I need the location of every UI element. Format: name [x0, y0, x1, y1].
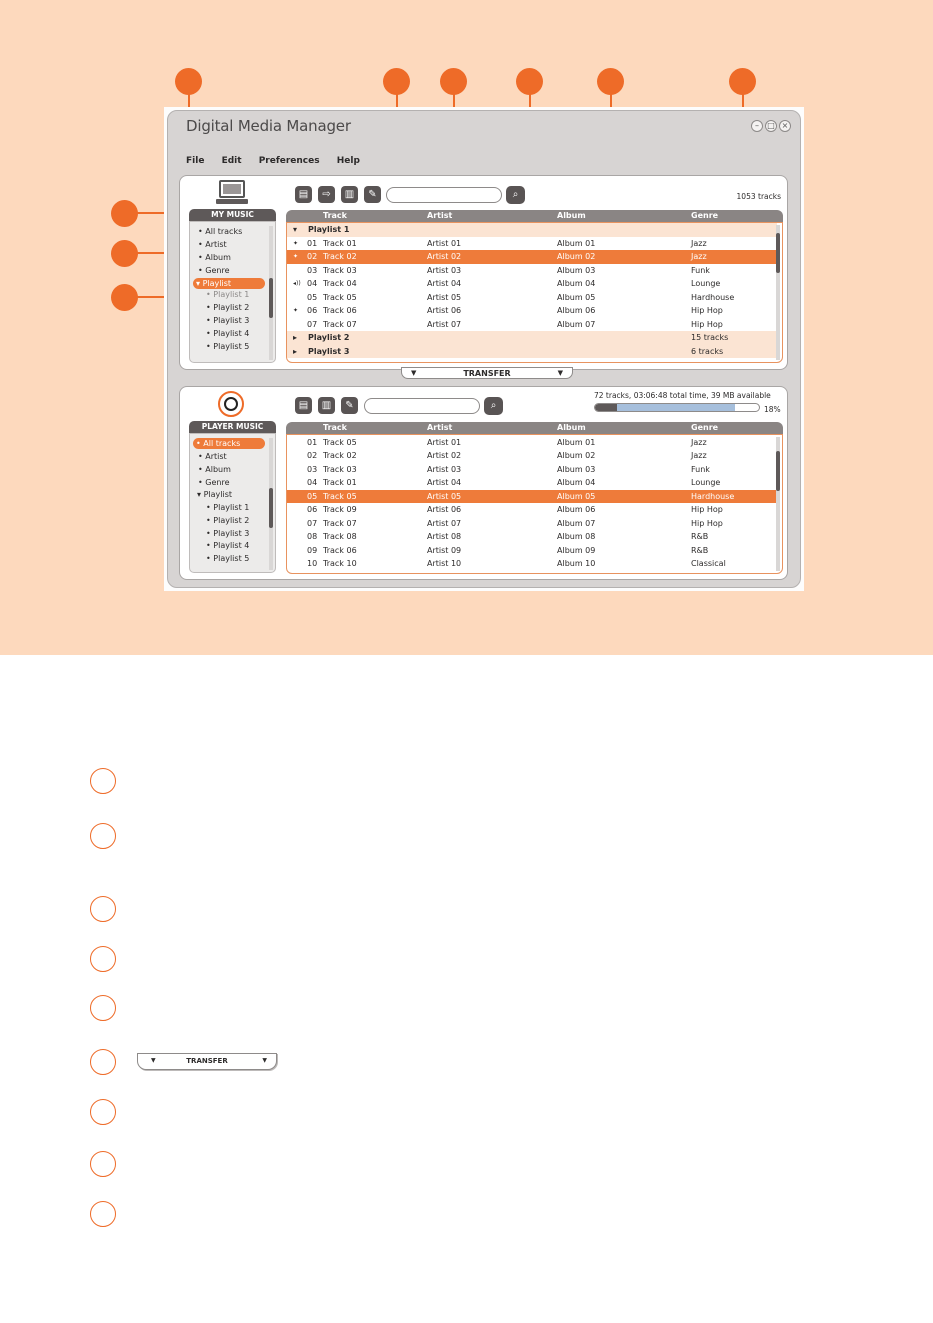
cell-genre: Hip Hop: [691, 319, 723, 329]
player-icon: [217, 390, 245, 418]
cell-album: Album 09: [557, 545, 596, 555]
table-row[interactable]: [287, 557, 777, 571]
cell-num: 03: [307, 464, 318, 474]
menu-edit[interactable]: Edit: [221, 156, 242, 166]
app-window: [164, 107, 804, 591]
column-track[interactable]: Track: [323, 423, 347, 432]
cell-track: Track 05: [323, 292, 357, 302]
tree-item-album[interactable]: • Album: [198, 253, 231, 262]
computer-icon: [214, 180, 250, 206]
cell-artist: Artist 04: [427, 279, 462, 288]
column-album[interactable]: Album: [557, 211, 586, 220]
cell-album: Album 02: [557, 451, 596, 460]
tree-item-playlist-4[interactable]: • Playlist 4: [206, 541, 250, 550]
tree-item-playlist-4[interactable]: • Playlist 4: [206, 329, 250, 338]
cell-num: 09: [307, 545, 318, 555]
cell-album: Album 01: [557, 238, 596, 248]
cell-genre: Jazz: [691, 451, 707, 460]
tree-item-artist[interactable]: • Artist: [198, 240, 227, 249]
group-row[interactable]: ▸ Playlist 3 6 tracks: [287, 345, 777, 359]
tree-item-artist[interactable]: • Artist: [198, 452, 227, 461]
table-scrollbar[interactable]: [776, 437, 780, 571]
cell-mark: ✦: [293, 239, 299, 247]
legend-marker-4: [90, 946, 116, 972]
cell-artist: Artist 08: [427, 532, 462, 541]
cell-track: Track 05: [323, 491, 357, 501]
my-music-panel: [179, 175, 788, 370]
cell-album: Album 03: [557, 464, 596, 474]
cell-num: 02: [307, 451, 318, 460]
player-music-header: PLAYER MUSIC: [189, 421, 276, 433]
delete-button[interactable]: ▥: [318, 397, 335, 414]
capacity-available: [617, 404, 735, 412]
cell-album: Album 05: [557, 292, 596, 302]
cell-album: Album 08: [557, 532, 596, 541]
cell-artist: Artist 07: [427, 518, 462, 528]
column-artist[interactable]: Artist: [427, 211, 453, 220]
chevron-down-icon: ▼: [411, 369, 417, 377]
cell-num: 07: [307, 518, 318, 528]
capacity-percent: 18%: [764, 405, 781, 414]
tree-item-playlist-1[interactable]: • Playlist 1: [206, 503, 250, 512]
cell-artist: Artist 04: [427, 478, 462, 487]
cell-artist: Artist 07: [427, 319, 462, 329]
cell-track: Track 02: [323, 451, 357, 460]
legend-marker-5: [90, 995, 116, 1021]
legend-marker-7: [90, 1099, 116, 1125]
my-music-tree: [189, 221, 276, 363]
search-icon[interactable]: ⌕: [506, 186, 525, 204]
cell-album: Album 04: [557, 478, 596, 487]
cell-num: 06: [307, 505, 318, 514]
cell-track: Track 07: [323, 319, 357, 329]
maximize-icon[interactable]: □: [765, 120, 777, 132]
track-count: 1053 tracks: [736, 192, 781, 201]
column-genre[interactable]: Genre: [691, 423, 719, 432]
table-row[interactable]: [287, 490, 777, 504]
cell-num: 10: [307, 559, 318, 568]
cell-album: Album 05: [557, 491, 596, 501]
tree-item-genre[interactable]: • Genre: [198, 478, 230, 487]
cell-artist: Artist 02: [427, 252, 462, 261]
cell-album: Album 02: [557, 252, 596, 261]
player-music-panel: [179, 386, 788, 580]
cell-num: 08: [307, 532, 318, 541]
table-row[interactable]: [287, 436, 777, 450]
chevron-down-icon: ▼: [262, 1057, 267, 1064]
tree-scrollbar[interactable]: [269, 226, 273, 360]
cell-album: Album 06: [557, 505, 596, 514]
cell-mark: ✦: [293, 307, 299, 314]
cell-genre: Hardhouse: [691, 292, 735, 302]
cell-num: 05: [307, 292, 318, 302]
legend-transfer-button: ▼ TRANSFER ▼: [137, 1053, 277, 1070]
table-row[interactable]: [287, 544, 777, 558]
capacity-bar: [594, 403, 760, 412]
cell-album: Album 03: [557, 265, 596, 275]
cell-num: 01: [307, 437, 318, 447]
cell-track: Track 10: [323, 559, 357, 568]
legend-marker-9: [90, 1201, 116, 1227]
tree-item-playlist[interactable]: ▾ Playlist: [197, 490, 232, 499]
menu-bar: [186, 156, 374, 166]
table-scrollbar[interactable]: [776, 225, 780, 360]
legend-marker-3: [90, 896, 116, 922]
cell-album: Album 07: [557, 319, 596, 329]
my-music-header: MY MUSIC: [189, 209, 276, 221]
cell-track: Track 01: [323, 238, 357, 248]
group-row[interactable]: ▾ Playlist 1: [287, 223, 777, 237]
cell-artist: Artist 01: [427, 238, 462, 248]
delete-button[interactable]: ▥: [341, 186, 358, 203]
cell-track: Track 05: [323, 437, 357, 447]
cell-num: 04: [307, 478, 318, 487]
menu-file[interactable]: File: [186, 156, 205, 166]
table-row[interactable]: [287, 449, 777, 463]
cell-num: 06: [307, 306, 318, 315]
cell-track: Track 02: [323, 252, 357, 261]
tree-item-playlist-5[interactable]: • Playlist 5: [206, 554, 250, 563]
cell-album: Album 06: [557, 306, 596, 315]
cell-mark: ✦: [293, 253, 299, 260]
player-table: [286, 434, 783, 574]
cell-artist: Artist 01: [427, 437, 462, 447]
cell-genre: Jazz: [691, 238, 707, 248]
table-row[interactable]: [287, 237, 777, 251]
menu-help[interactable]: Help: [336, 156, 360, 166]
cell-artist: Artist 05: [427, 491, 462, 501]
column-track[interactable]: Track: [323, 211, 347, 220]
cell-genre: Hardhouse: [691, 491, 735, 501]
cell-genre: Lounge: [691, 478, 721, 487]
cell-genre: Hip Hop: [691, 518, 723, 528]
cell-artist: Artist 06: [427, 306, 462, 315]
table-row[interactable]: [287, 304, 777, 318]
cell-track: Track 06: [323, 545, 357, 555]
legend-marker-1: [90, 768, 116, 794]
table-row[interactable]: [287, 476, 777, 490]
player-table-header: [286, 422, 783, 434]
cell-track: Track 09: [323, 505, 357, 514]
legend-marker-8: [90, 1151, 116, 1177]
chevron-down-icon: ▼: [557, 369, 563, 377]
table-row[interactable]: [287, 503, 777, 517]
player-status: 72 tracks, 03:06:48 total time, 39 MB available: [594, 391, 771, 400]
tree-item-playlist[interactable]: ▾ Playlist: [193, 278, 265, 289]
cell-track: Track 01: [323, 478, 357, 487]
cell-artist: Artist 06: [427, 505, 462, 514]
cell-num: 01: [307, 238, 318, 248]
search-input[interactable]: [364, 398, 480, 414]
cell-num: 05: [307, 491, 318, 501]
cell-artist: Artist 09: [427, 545, 462, 555]
cell-genre: R&B: [691, 545, 709, 555]
cell-genre: Jazz: [691, 437, 707, 447]
cell-artist: Artist 05: [427, 292, 462, 302]
tree-scrollbar[interactable]: [269, 438, 273, 570]
table-row[interactable]: [287, 291, 777, 305]
cell-genre: Lounge: [691, 279, 721, 288]
tree-item-playlist-2[interactable]: • Playlist 2: [206, 303, 250, 312]
cell-genre: Classical: [691, 559, 726, 568]
table-row[interactable]: [287, 463, 777, 477]
legend-marker-6: [90, 1049, 116, 1075]
cell-track: Track 04: [323, 279, 357, 288]
cell-mark: ◂)): [293, 280, 301, 287]
cell-album: Album 01: [557, 437, 596, 447]
my-music-table-header: [286, 210, 783, 222]
cell-album: Album 10: [557, 559, 596, 568]
window-title: Digital Media Manager: [186, 117, 351, 135]
table-row[interactable]: [287, 530, 777, 544]
transfer-button[interactable]: ▼ TRANSFER ▼: [401, 367, 573, 379]
tree-item-playlist-3[interactable]: • Playlist 3: [206, 316, 250, 325]
player-music-tree: [189, 433, 276, 573]
tree-item-all-tracks[interactable]: • All tracks: [193, 438, 265, 449]
cell-track: Track 07: [323, 518, 357, 528]
edit-button[interactable]: ✎: [364, 186, 381, 203]
cell-album: Album 04: [557, 279, 596, 288]
search-input[interactable]: [386, 187, 502, 203]
table-row[interactable]: [287, 517, 777, 531]
cell-num: 02: [307, 252, 318, 261]
capacity-fill: [595, 404, 617, 412]
table-row[interactable]: [287, 277, 777, 291]
cell-genre: Funk: [691, 265, 710, 275]
cell-num: 07: [307, 319, 318, 329]
cell-artist: Artist 03: [427, 464, 462, 474]
cell-artist: Artist 03: [427, 265, 462, 275]
cell-genre: R&B: [691, 532, 709, 541]
chevron-down-icon: ▼: [151, 1057, 156, 1064]
search-icon[interactable]: ⌕: [484, 397, 503, 415]
tree-item-playlist-5[interactable]: • Playlist 5: [206, 342, 250, 351]
table-row[interactable]: [287, 264, 777, 278]
cell-album: Album 07: [557, 518, 596, 528]
cell-genre: Hip Hop: [691, 505, 723, 514]
cell-genre: Jazz: [691, 252, 707, 261]
column-album[interactable]: Album: [557, 423, 586, 432]
cell-track: Track 03: [323, 265, 357, 275]
cell-genre: Funk: [691, 464, 710, 474]
tree-item-playlist-2[interactable]: • Playlist 2: [206, 516, 250, 525]
tree-item-all-tracks[interactable]: • All tracks: [198, 227, 243, 236]
legend-marker-2: [90, 823, 116, 849]
group-row[interactable]: ▸ Playlist 2 15 tracks: [287, 331, 777, 345]
tree-item-playlist-1[interactable]: • Playlist 1: [206, 290, 250, 299]
column-artist[interactable]: Artist: [427, 423, 453, 432]
cell-artist: Artist 02: [427, 451, 462, 460]
export-button[interactable]: ⇨: [318, 186, 335, 203]
cell-track: Track 08: [323, 532, 357, 541]
minimize-icon[interactable]: –: [751, 120, 763, 132]
new-playlist-button[interactable]: ▤: [295, 397, 312, 414]
tree-item-playlist-3[interactable]: • Playlist 3: [206, 529, 250, 538]
my-music-table: [286, 222, 783, 363]
cell-artist: Artist 10: [427, 559, 462, 568]
edit-button[interactable]: ✎: [341, 397, 358, 414]
cell-track: Track 03: [323, 464, 357, 474]
cell-track: Track 06: [323, 306, 357, 315]
close-icon[interactable]: ×: [779, 120, 791, 132]
column-genre[interactable]: Genre: [691, 211, 719, 220]
tree-item-genre[interactable]: • Genre: [198, 266, 230, 275]
cell-genre: Hip Hop: [691, 306, 723, 315]
table-row[interactable]: [287, 250, 777, 264]
cell-num: 03: [307, 265, 318, 275]
table-row[interactable]: [287, 318, 777, 332]
tree-item-album[interactable]: • Album: [198, 465, 231, 474]
cell-num: 04: [307, 279, 318, 288]
new-playlist-button[interactable]: ▤: [295, 186, 312, 203]
menu-preferences[interactable]: Preferences: [258, 156, 320, 166]
